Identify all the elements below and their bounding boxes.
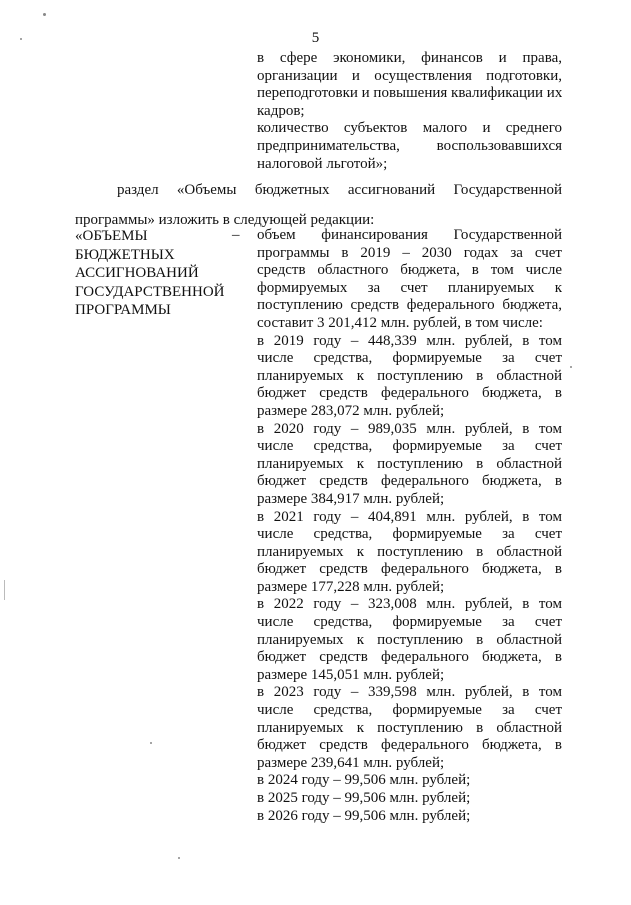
funding-text-line: числе средства, формируемые за счет (257, 438, 562, 455)
page-number: 5 (311, 30, 320, 46)
funding-text-line: размере 145,051 млн. рублей; (257, 666, 445, 683)
section-heading (75, 227, 245, 320)
funding-text-line: бюджет средств федерального бюджета, в (257, 737, 562, 754)
heading-line: БЮДЖЕТНЫХ (75, 246, 175, 263)
funding-text-line: поступлению средств федерального бюджета, (257, 297, 562, 314)
funding-text-line: размере 239,641 млн. рублей; (257, 754, 445, 771)
funding-text-line: планируемых к поступлению в областной (257, 455, 562, 472)
funding-text-line: объем финансирования Государственной (257, 227, 562, 243)
funding-text-line: планируемых к поступлению в областной (257, 367, 562, 384)
funding-text-line: планируемых к поступлению в областной (257, 719, 562, 736)
heading-line: АССИГНОВАНИЙ (75, 265, 199, 281)
scan-speck (150, 742, 152, 744)
intro-line: раздел «Объемы бюджетных ассигнований Государственной (117, 182, 562, 198)
funding-text-line: планируемых к поступлению в областной (257, 543, 562, 560)
funding-text-line: размере 283,072 млн. рублей; (257, 402, 445, 419)
heading-line: ПРОГРАММЫ (75, 302, 171, 318)
funding-text-line: в 2019 году – 448,339 млн. рублей, в том (257, 332, 562, 349)
funding-text-line: бюджет средств федерального бюджета, в (257, 649, 562, 666)
text-line: налоговой льготой»; (257, 155, 388, 172)
text-line: в сфере экономики, финансов и права, (257, 50, 562, 66)
scan-speck (43, 13, 46, 16)
funding-text-line: числе средства, формируемые за счет (257, 614, 562, 631)
funding-text-line: бюджет средств федерального бюджета, в (257, 561, 562, 578)
funding-text-line: размере 177,228 млн. рублей; (257, 578, 445, 595)
heading-dash: – (232, 227, 240, 243)
funding-text-line: в 2020 году – 989,035 млн. рублей, в том (257, 420, 562, 437)
funding-text-line: составит 3 201,412 млн. рублей, в том числе: (257, 314, 543, 331)
scan-speck (4, 580, 5, 600)
funding-text-line: планируемых к поступлению в областной (257, 631, 562, 648)
funding-text-line: бюджет средств федерального бюджета, в (257, 385, 562, 402)
funding-text-line: программы в 2019 – 2030 годах за счет (257, 244, 562, 261)
funding-text-line: числе средства, формируемые за счет (257, 702, 562, 719)
text-line: переподготовки и повышения квалификации их (257, 85, 562, 102)
funding-text-line: в 2026 году – 99,506 млн. рублей; (257, 807, 471, 824)
text-line: предпринимательства, воспользовавшихся (257, 137, 562, 154)
text-line: количество субъектов малого и среднего (257, 120, 562, 137)
funding-text-line: в 2021 году – 404,891 млн. рублей, в том (257, 508, 562, 525)
scan-speck (178, 857, 180, 859)
funding-text-line: числе средства, формируемые за счет (257, 526, 562, 543)
scan-speck (570, 366, 572, 368)
text-line: кадров; (257, 102, 305, 119)
funding-text-line: размере 384,917 млн. рублей; (257, 490, 445, 507)
funding-text-line: средств областного бюджета, в том числе (257, 262, 562, 279)
scan-speck (20, 38, 22, 40)
funding-text-line: формируемых за счет планируемых к (257, 279, 562, 296)
funding-text-line: в 2023 году – 339,598 млн. рублей, в том (257, 684, 562, 701)
intro-line: программы» изложить в следующей редакции: (75, 212, 375, 228)
funding-text-block (257, 227, 562, 825)
funding-text-line: числе средства, формируемые за счет (257, 350, 562, 367)
top-text-block (257, 50, 562, 173)
text-line: организации и осуществления подготовки, (257, 67, 562, 84)
funding-text-line: в 2025 году – 99,506 млн. рублей; (257, 790, 471, 806)
heading-line: ГОСУДАРСТВЕННОЙ (75, 283, 225, 300)
funding-text-line: в 2022 году – 323,008 млн. рублей, в том (257, 596, 562, 613)
funding-text-line: бюджет средств федерального бюджета, в (257, 473, 562, 490)
funding-text-line: в 2024 году – 99,506 млн. рублей; (257, 772, 471, 789)
heading-line: «ОБЪЕМЫ (75, 228, 148, 244)
intro-paragraph (75, 175, 562, 235)
